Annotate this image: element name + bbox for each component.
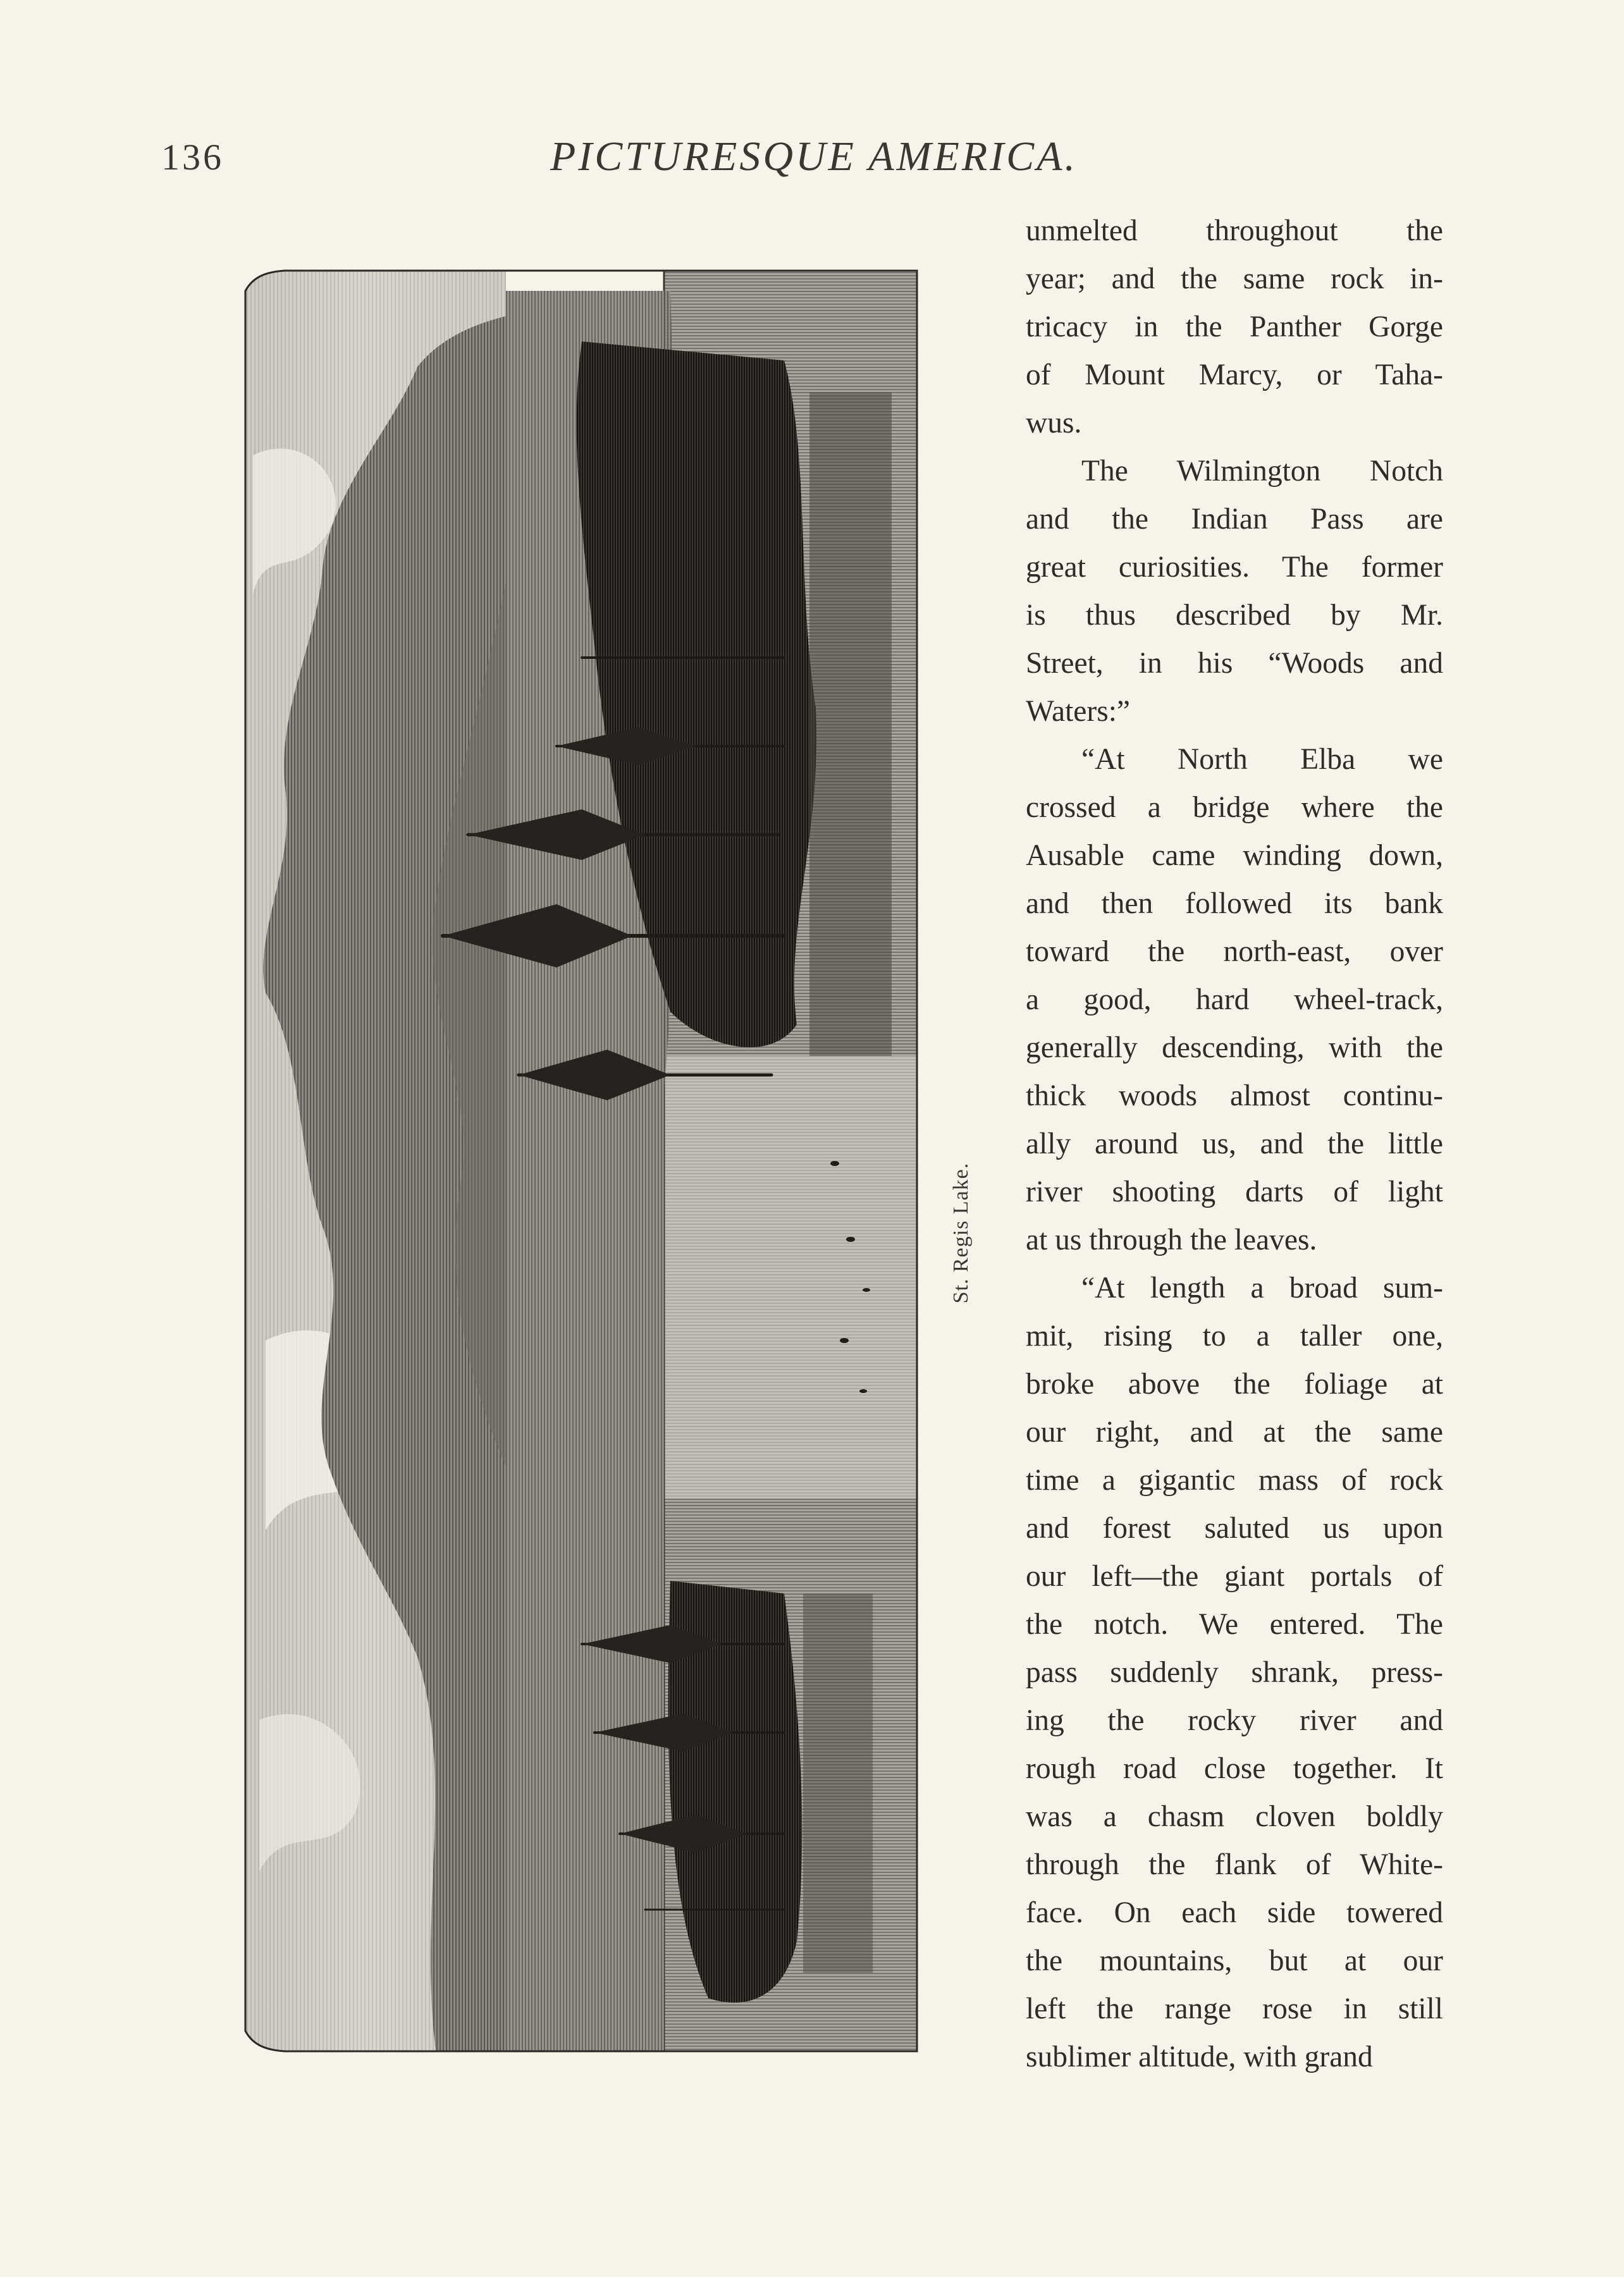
text-line: face. On each side towered <box>1026 1896 1443 1929</box>
text-line: Street, in his “Woods and <box>1026 647 1443 680</box>
text-line: through the flank of White- <box>1026 1848 1443 1881</box>
text-line: the mountains, but at our <box>1026 1944 1443 1977</box>
text-line: ing the rocky river and <box>1026 1704 1443 1737</box>
text-column <box>1026 207 1443 2081</box>
text-line: broke above the foliage at <box>1026 1368 1443 1401</box>
text-line: wus. <box>1026 407 1082 439</box>
text-line: and then followed its bank <box>1026 887 1443 920</box>
paragraph <box>1026 735 1443 1264</box>
text-line: the notch. We entered. The <box>1026 1608 1443 1641</box>
text-line: our left—the giant portals of <box>1026 1560 1443 1593</box>
text-line: was a chasm cloven boldly <box>1026 1800 1443 1833</box>
text-line: a good, hard wheel-track, <box>1026 983 1443 1016</box>
text-line: left the range rose in still <box>1026 1992 1443 2025</box>
caption-text: St. Regis Lake. <box>949 1162 973 1304</box>
text-line: river shooting darts of light <box>1026 1175 1443 1208</box>
text-line: toward the north-east, over <box>1026 935 1443 968</box>
text-line: The Wilmington Notch <box>1081 455 1443 488</box>
text-line: mit, rising to a taller one, <box>1026 1320 1443 1353</box>
engraving-st-regis-lake <box>228 266 918 2056</box>
text-line: year; and the same rock in- <box>1026 262 1443 295</box>
text-line: rough road close together. It <box>1026 1752 1443 1785</box>
paragraph <box>1026 207 1443 447</box>
text-line: pass suddenly shrank, press- <box>1026 1656 1443 1689</box>
engraving-plate <box>228 266 918 2056</box>
running-title: PICTURESQUE AMERICA. <box>550 133 1078 180</box>
text-line: sublimer altitude, with grand <box>1026 2041 1373 2073</box>
text-line: “At North Elba we <box>1081 743 1443 776</box>
text-line: unmelted throughout the <box>1026 214 1443 247</box>
text-line: and the Indian Pass are <box>1026 503 1443 536</box>
illustration-caption <box>917 1162 1006 1304</box>
text-line: time a gigantic mass of rock <box>1026 1464 1443 1497</box>
text-line: “At length a broad sum- <box>1081 1272 1443 1304</box>
page-number: 136 <box>161 137 224 178</box>
text-line: crossed a bridge where the <box>1026 791 1443 824</box>
text-line: great curiosities. The former <box>1026 551 1443 584</box>
text-line: at us through the leaves. <box>1026 1224 1317 1256</box>
paragraph <box>1026 1264 1443 2081</box>
text-line: is thus described by Mr. <box>1026 599 1443 632</box>
text-line: Waters:” <box>1026 695 1130 728</box>
text-line: ally around us, and the little <box>1026 1127 1443 1160</box>
text-line: Ausable came winding down, <box>1026 839 1443 872</box>
text-line: thick woods almost continu- <box>1026 1079 1443 1112</box>
paragraph <box>1026 447 1443 735</box>
text-line: and forest saluted us upon <box>1026 1512 1443 1545</box>
text-line: tricacy in the Panther Gorge <box>1026 310 1443 343</box>
text-line: of Mount Marcy, or Taha- <box>1026 359 1443 391</box>
text-line: generally descending, with the <box>1026 1031 1443 1064</box>
text-line: our right, and at the same <box>1026 1416 1443 1449</box>
